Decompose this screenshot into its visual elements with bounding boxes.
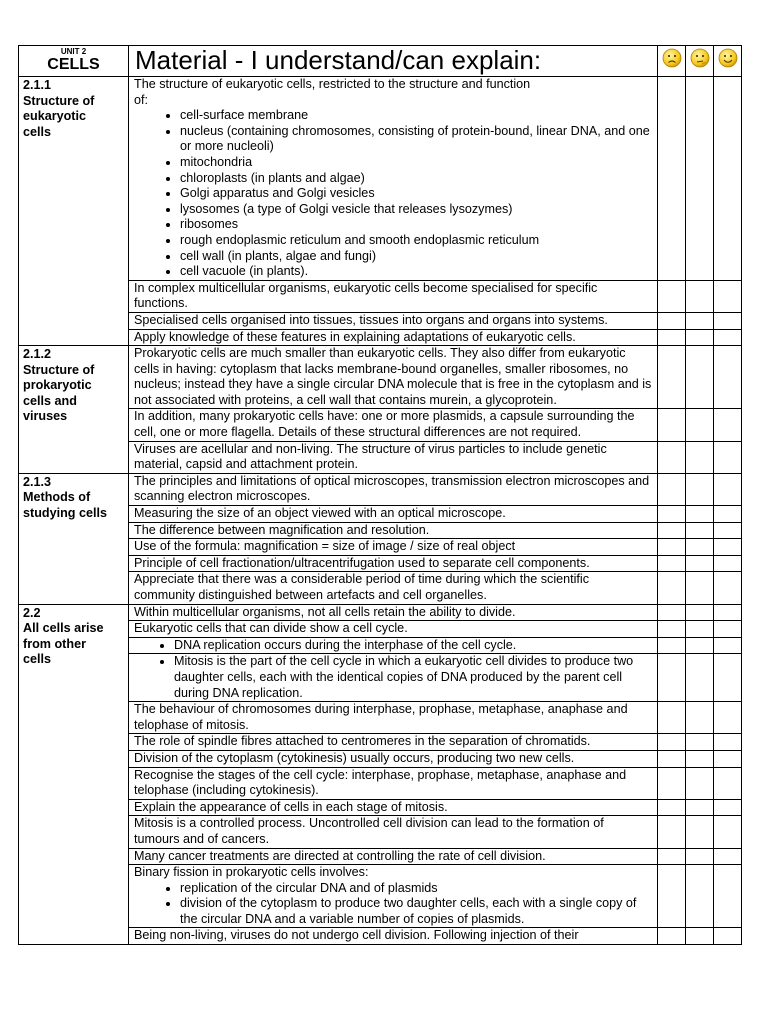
check-box-sad[interactable] bbox=[658, 654, 686, 702]
material-cell: Principle of cell fractionation/ultracentrifugation used to separate cell components. bbox=[129, 555, 658, 572]
check-box-happy[interactable] bbox=[714, 604, 742, 621]
header-row bbox=[19, 46, 742, 77]
check-box-unsure[interactable] bbox=[686, 928, 714, 945]
material-cell bbox=[129, 654, 658, 702]
material-cell: Division of the cytoplasm (cytokinesis) usually occurs, producing two new cells. bbox=[129, 750, 658, 767]
list-item: • DNA replication occurs during the interphase of the cell cycle. bbox=[174, 638, 652, 654]
check-box-sad[interactable] bbox=[658, 555, 686, 572]
check-box-sad[interactable] bbox=[658, 734, 686, 751]
table-row bbox=[19, 473, 742, 505]
thinking-face-icon bbox=[690, 48, 710, 68]
binary-fission-list bbox=[134, 881, 652, 928]
list-item: • cell wall (in plants, algae and fungi) bbox=[180, 249, 652, 265]
check-box-unsure[interactable] bbox=[686, 539, 714, 556]
list-item: • mitochondria bbox=[180, 155, 652, 171]
check-box-sad[interactable] bbox=[658, 767, 686, 799]
check-box-unsure[interactable] bbox=[686, 280, 714, 312]
material-cell: Mitosis is a controlled process. Uncontrolled cell division can lead to the formation of tumours and of cancers. bbox=[129, 816, 658, 848]
check-box-happy[interactable] bbox=[714, 865, 742, 928]
section-title-line: Structure of bbox=[23, 93, 95, 108]
check-box-unsure[interactable] bbox=[686, 329, 714, 346]
table-row bbox=[19, 604, 742, 621]
organelle-list bbox=[134, 108, 652, 280]
list-item: • rough endoplasmic reticulum and smooth endoplasmic reticulum bbox=[180, 233, 652, 249]
material-cell: The principles and limitations of optical microscopes, transmission electron microscopes and scanning electron microscopes. bbox=[129, 473, 658, 505]
check-box-unsure[interactable] bbox=[686, 799, 714, 816]
check-box-unsure[interactable] bbox=[686, 604, 714, 621]
section-title-line: cells and bbox=[23, 393, 77, 408]
list-item: • cell vacuole (in plants). bbox=[180, 264, 652, 280]
check-box-sad[interactable] bbox=[658, 799, 686, 816]
check-box-happy[interactable] bbox=[714, 77, 742, 281]
checklist-table bbox=[18, 45, 742, 945]
check-box-sad[interactable] bbox=[658, 329, 686, 346]
check-box-happy[interactable] bbox=[714, 441, 742, 473]
check-box-unsure[interactable] bbox=[686, 409, 714, 441]
check-box-sad[interactable] bbox=[658, 702, 686, 734]
unit-header bbox=[19, 46, 129, 77]
check-box-sad[interactable] bbox=[658, 848, 686, 865]
section-title-line: from other bbox=[23, 636, 86, 651]
check-box-unsure[interactable] bbox=[686, 848, 714, 865]
check-box-sad[interactable] bbox=[658, 816, 686, 848]
material-cell: In complex multicellular organisms, eukaryotic cells become specialised for specific functions. bbox=[129, 280, 658, 312]
check-box-happy[interactable] bbox=[714, 572, 742, 604]
section-2-1-2-label bbox=[19, 346, 129, 474]
check-box-unsure[interactable] bbox=[686, 865, 714, 928]
section-2-2-label bbox=[19, 604, 129, 944]
check-box-happy[interactable] bbox=[714, 539, 742, 556]
check-box-sad[interactable] bbox=[658, 409, 686, 441]
check-box-happy[interactable] bbox=[714, 312, 742, 329]
list-item: • Mitosis is the part of the cell cycle in which a eukaryotic cell divides to produce two daughter cells, each with the identical copies of DNA produced by the parent cell during DNA replication. bbox=[174, 654, 652, 701]
check-box-happy[interactable] bbox=[714, 848, 742, 865]
check-box-happy[interactable] bbox=[714, 637, 742, 654]
check-box-unsure[interactable] bbox=[686, 312, 714, 329]
check-box-sad[interactable] bbox=[658, 280, 686, 312]
check-box-sad[interactable] bbox=[658, 506, 686, 523]
section-title-line: cells bbox=[23, 652, 52, 667]
check-box-happy[interactable] bbox=[714, 734, 742, 751]
material-cell: Eukaryotic cells that can divide show a cell cycle. bbox=[129, 621, 658, 638]
check-box-unsure[interactable] bbox=[686, 702, 714, 734]
material-cell: Being non-living, viruses do not undergo cell division. Following injection of their bbox=[129, 928, 658, 945]
section-title-line: prokaryotic bbox=[23, 378, 92, 393]
check-box-sad[interactable] bbox=[658, 604, 686, 621]
section-title-line: eukaryotic bbox=[23, 109, 86, 124]
material-cell: Within multicellular organisms, not all cells retain the ability to divide. bbox=[129, 604, 658, 621]
material-cell: The behaviour of chromosomes during interphase, prophase, metaphase, anaphase and telophase of mitosis. bbox=[129, 702, 658, 734]
section-number: 2.2 bbox=[23, 605, 41, 620]
list-item: • cell-surface membrane bbox=[180, 108, 652, 124]
check-box-happy[interactable] bbox=[714, 409, 742, 441]
material-cell bbox=[129, 637, 658, 654]
material-cell: In addition, many prokaryotic cells have: one or more plasmids, a capsule surrounding the cell, one or more flagella. Details of these structural differences are not required. bbox=[129, 409, 658, 441]
material-intro: Binary fission in prokaryotic cells involves: bbox=[134, 865, 369, 880]
check-box-happy[interactable] bbox=[714, 346, 742, 409]
check-box-happy[interactable] bbox=[714, 654, 742, 702]
section-title-line: studying cells bbox=[23, 506, 107, 521]
check-box-happy[interactable] bbox=[714, 329, 742, 346]
check-box-unsure[interactable] bbox=[686, 654, 714, 702]
check-box-sad[interactable] bbox=[658, 539, 686, 556]
happy-column-header bbox=[714, 46, 742, 77]
section-title-line: Structure of bbox=[23, 362, 95, 377]
check-box-happy[interactable] bbox=[714, 750, 742, 767]
check-box-unsure[interactable] bbox=[686, 441, 714, 473]
list-item: • ribosomes bbox=[180, 217, 652, 233]
section-number: 2.1.1 bbox=[23, 78, 52, 92]
check-box-unsure[interactable] bbox=[686, 621, 714, 638]
check-box-happy[interactable] bbox=[714, 506, 742, 523]
material-cell: Use of the formula: magnification = size of image / size of real object bbox=[129, 539, 658, 556]
check-box-sad[interactable] bbox=[658, 750, 686, 767]
check-box-unsure[interactable] bbox=[686, 767, 714, 799]
material-cell: Prokaryotic cells are much smaller than eukaryotic cells. They also differ from eukaryotic cells in having: cytoplasm that lacks membrane-bound organelles, smaller ribosomes, no nucleus; instead they have a single circular DNA molecule that is free in the cytoplasm and is not associated with proteins, a cell wall that contains murein, a glycoprotein. bbox=[129, 346, 658, 409]
material-intro: The structure of eukaryotic cells, restricted to the structure and function of: bbox=[134, 77, 531, 107]
check-box-happy[interactable] bbox=[714, 702, 742, 734]
check-box-happy[interactable] bbox=[714, 522, 742, 539]
check-box-unsure[interactable] bbox=[686, 473, 714, 505]
list-item: • lysosomes (a type of Golgi vesicle that releases lysozymes) bbox=[180, 202, 652, 218]
check-box-unsure[interactable] bbox=[686, 572, 714, 604]
check-box-sad[interactable] bbox=[658, 77, 686, 281]
check-box-happy[interactable] bbox=[714, 799, 742, 816]
section-2-1-3-label bbox=[19, 473, 129, 604]
list-item: • replication of the circular DNA and of plasmids bbox=[180, 881, 652, 897]
material-cell bbox=[129, 865, 658, 928]
check-box-sad[interactable] bbox=[658, 522, 686, 539]
check-box-happy[interactable] bbox=[714, 473, 742, 505]
material-cell: The role of spindle fibres attached to centromeres in the separation of chromatids. bbox=[129, 734, 658, 751]
check-box-sad[interactable] bbox=[658, 441, 686, 473]
list-item: • nucleus (containing chromosomes, consisting of protein-bound, linear DNA, and one or more nucleoli) bbox=[180, 124, 652, 155]
material-cell: Many cancer treatments are directed at controlling the rate of cell division. bbox=[129, 848, 658, 865]
check-box-happy[interactable] bbox=[714, 928, 742, 945]
table-row bbox=[19, 346, 742, 409]
check-box-happy[interactable] bbox=[714, 621, 742, 638]
sad-face-icon bbox=[662, 48, 682, 68]
section-title-line: All cells arise bbox=[23, 621, 104, 636]
unsure-column-header bbox=[686, 46, 714, 77]
material-cell: Measuring the size of an object viewed with an optical microscope. bbox=[129, 506, 658, 523]
smiley-face-icon bbox=[718, 48, 738, 68]
section-title-line: cells bbox=[23, 124, 52, 139]
check-box-happy[interactable] bbox=[714, 816, 742, 848]
material-cell: Appreciate that there was a considerable period of time during which the scientific community distinguished between artefacts and cell organelles. bbox=[129, 572, 658, 604]
check-box-unsure[interactable] bbox=[686, 734, 714, 751]
section-title-line: viruses bbox=[23, 409, 68, 424]
material-cell: Recognise the stages of the cell cycle: interphase, prophase, metaphase, anaphase and telophase (including cytokinesis). bbox=[129, 767, 658, 799]
material-cell bbox=[129, 77, 658, 281]
check-box-sad[interactable] bbox=[658, 928, 686, 945]
material-cell: Viruses are acellular and non-living. The structure of virus particles to include genetic material, capsid and attachment protein. bbox=[129, 441, 658, 473]
check-box-sad[interactable] bbox=[658, 621, 686, 638]
check-box-happy[interactable] bbox=[714, 280, 742, 312]
check-box-unsure[interactable] bbox=[686, 506, 714, 523]
check-box-sad[interactable] bbox=[658, 312, 686, 329]
check-box-sad[interactable] bbox=[658, 637, 686, 654]
check-box-happy[interactable] bbox=[714, 555, 742, 572]
check-box-unsure[interactable] bbox=[686, 750, 714, 767]
check-box-sad[interactable] bbox=[658, 473, 686, 505]
list-item: • chloroplasts (in plants and algae) bbox=[180, 171, 652, 187]
list-item: • division of the cytoplasm to produce two daughter cells, each with a single copy of the circular DNA and a variable number of copies of plasmids. bbox=[180, 896, 652, 927]
check-box-unsure[interactable] bbox=[686, 346, 714, 409]
check-box-sad[interactable] bbox=[658, 865, 686, 928]
check-box-unsure[interactable] bbox=[686, 555, 714, 572]
check-box-unsure[interactable] bbox=[686, 522, 714, 539]
material-cell: Apply knowledge of these features in explaining adaptations of eukaryotic cells. bbox=[129, 329, 658, 346]
sad-column-header bbox=[658, 46, 686, 77]
check-box-sad[interactable] bbox=[658, 572, 686, 604]
section-2-1-1-label bbox=[19, 77, 129, 346]
check-box-sad[interactable] bbox=[658, 346, 686, 409]
unit-name: CELLS bbox=[47, 56, 100, 73]
section-title-line: Methods of bbox=[23, 490, 91, 505]
check-box-happy[interactable] bbox=[714, 767, 742, 799]
material-cell: Explain the appearance of cells in each stage of mitosis. bbox=[129, 799, 658, 816]
table-row bbox=[19, 77, 742, 281]
page-title: Material - I understand/can explain: bbox=[129, 46, 658, 77]
check-box-unsure[interactable] bbox=[686, 77, 714, 281]
section-number: 2.1.3 bbox=[23, 474, 52, 489]
material-cell: The difference between magnification and resolution. bbox=[129, 522, 658, 539]
check-box-unsure[interactable] bbox=[686, 816, 714, 848]
unit-label: UNIT 2 bbox=[60, 47, 87, 56]
check-box-unsure[interactable] bbox=[686, 637, 714, 654]
list-item: • Golgi apparatus and Golgi vesicles bbox=[180, 186, 652, 202]
section-number: 2.1.2 bbox=[23, 347, 52, 362]
material-cell: Specialised cells organised into tissues, tissues into organs and organs into systems. bbox=[129, 312, 658, 329]
